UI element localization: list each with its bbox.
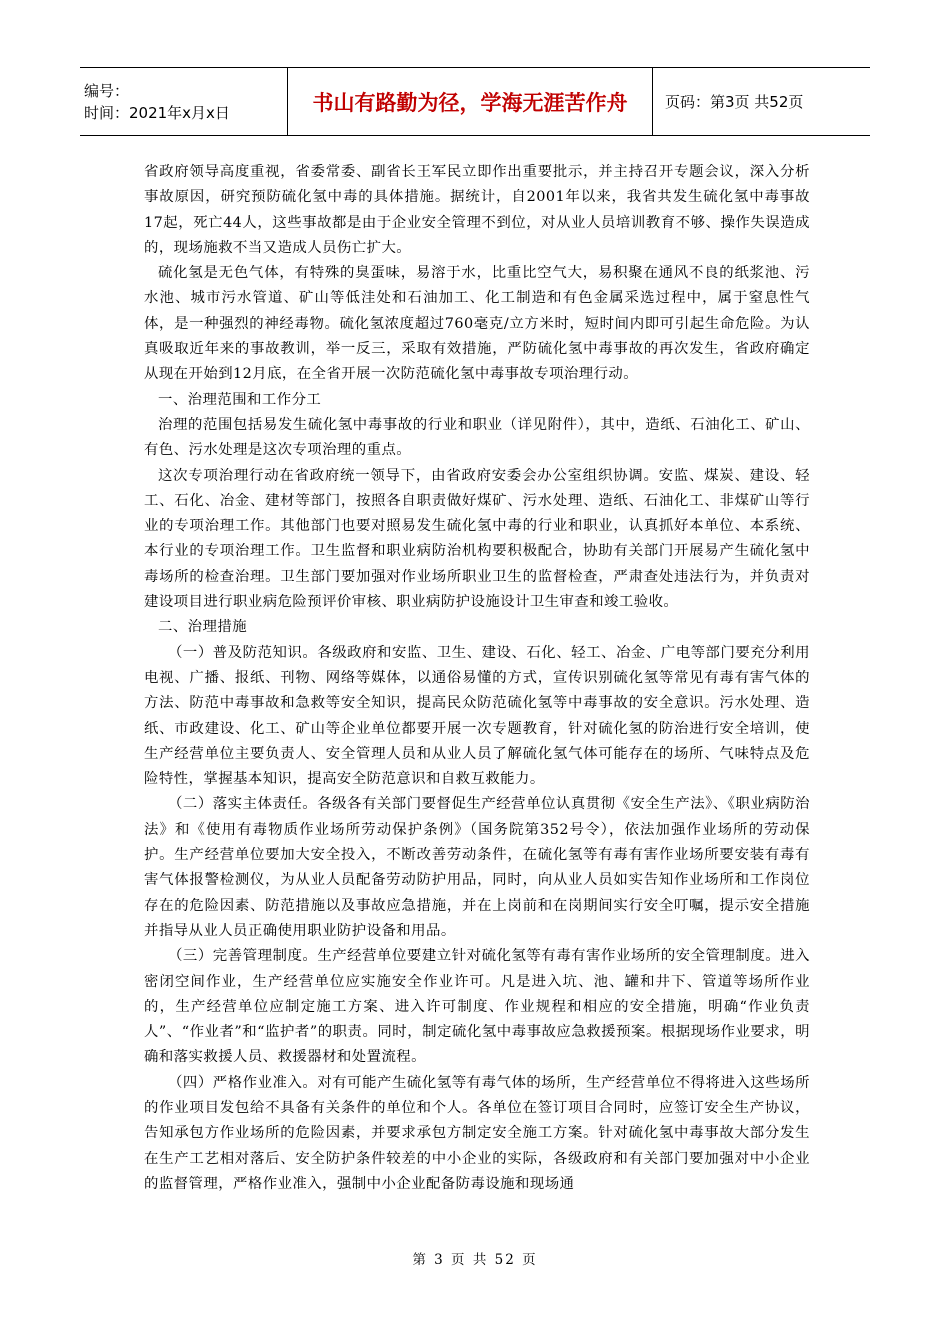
paragraph-intro: 省政府领导高度重视，省委常委、副省长王军民立即作出重要批示，并主持召开专题会议，深入分析事故原因，研究预防硫化氢中毒的具体措施。据统计，自2001年以来，我省共发生硫化氢中毒事故17起，死亡44人，这些事故都是由于企业安全管理不到位，对从业人员培训教育不够、操作失误造成的，现场施救不当又造成人员伤亡扩大。 bbox=[144, 164, 810, 256]
document-number-label: 编号： bbox=[84, 81, 130, 100]
section-heading-scope: 一、治理范围和工作分工 bbox=[158, 391, 322, 408]
header-motto: 书山有路勤为径，学海无涯苦作舟 bbox=[287, 68, 653, 135]
header-meta bbox=[80, 68, 287, 135]
header-page-number: 页码：第3页 共52页 bbox=[665, 93, 804, 111]
paragraph-measure-2: （二）落实主体责任。各级各有关部门要督促生产经营单位认真贯彻《安全生产法》、《职业病防治法》和《使用有毒物质作业场所劳动保护条例》（国务院第352号令），依法加强作业场所的劳动保护。生产经营单位要加大安全投入，不断改善劳动条件，在硫化氢等有毒有害作业场所要安装有毒有害气体报警检测仪，为从业人员配备劳动防护用品，同时，向从业人员如实告知作业场所和工作岗位存在的危险因素、防范措施以及事故应急措施，并在上岗前和在岗期间实行安全叮嘱，提示安全措施并指导从业人员正确使用职业防护设备和用品。 bbox=[144, 796, 810, 939]
paragraph-division-of-work: 这次专项治理行动在省政府统一领导下，由省政府安委会办公室组织协调。安监、煤炭、建设、轻工、石化、冶金、建材等部门，按照各自职责做好煤矿、污水处理、造纸、石油化工、非煤矿山等行业的专项治理工作。其他部门也要对照易发生硫化氢中毒的行业和职业，认真抓好本单位、本系统、本行业的专项治理工作。卫生监督和职业病防治机构要积极配合，协助有关部门开展易产生硫化氢中毒场所的检查治理。卫生部门要加强对作业场所职业卫生的监督检查，严肃查处违法行为，并负责对建设项目进行职业病危险预评价审核、职业病防护设施设计卫生审查和竣工验收。 bbox=[144, 467, 810, 611]
section-heading-measures: 二、治理措施 bbox=[158, 619, 248, 636]
document-body bbox=[144, 160, 810, 1197]
paragraph-h2s-description: 硫化氢是无色气体，有特殊的臭蛋味，易溶于水，比重比空气大，易积聚在通风不良的纸浆池、污水池、城市污水管道、矿山等低洼处和石油加工、化工制造和有色金属采选过程中，属于窒息性气体，是一种强烈的神经毒物。硫化氢浓度超过760毫克/立方米时，短时间内即可引起生命危险。为认真吸取近年来的事故教训，举一反三，采取有效措施，严防硫化氢中毒事故的再次发生，省政府确定从现在开始到12月底，在全省开展一次防范硫化氢中毒事故专项治理行动。 bbox=[144, 265, 810, 383]
document-date-label: 时间：2021年x月x日 bbox=[84, 103, 230, 122]
paragraph-scope: 治理的范围包括易发生硫化氢中毒事故的行业和职业（详见附件），其中，造纸、石油化工、矿山、有色、污水处理是这次专项治理的重点。 bbox=[144, 416, 810, 459]
page-footer: 第 3 页 共 52 页 bbox=[412, 1252, 538, 1268]
paragraph-measure-4: （四）严格作业准入。对有可能产生硫化氢等有毒气体的场所，生产经营单位不得将进入这些场所的作业项目发包给不具备有关条件的单位和个人。各单位在签订项目合同时，应签订安全生产协议，告知承包方作业场所的危险因素，并要求承包方制定安全施工方案。针对硫化氢中毒事故大部分发生在生产工艺相对落后、安全防护条件较差的中小企业的实际，各级政府和有关部门要加强对中小企业的监督管理，严格作业准入，强制中小企业配备防毒设施和现场通 bbox=[144, 1074, 810, 1192]
paragraph-measure-1: （一）普及防范知识。各级政府和安监、卫生、建设、石化、轻工、冶金、广电等部门要充分利用电视、广播、报纸、刊物、网络等媒体，以通俗易懂的方式，宣传识别硫化氢等常见有毒有害气体的方法、防范中毒事故和急救等安全知识，提高民众防范硫化氢等中毒事故的安全意识。污水处理、造纸、市政建设、化工、矿山等企业单位都要开展一次专题教育，针对硫化氢的防治进行安全培训，使生产经营单位主要负责人、安全管理人员和从业人员了解硫化氢气体可能存在的场所、气味特点及危险特性，掌握基本知识，提高安全防范意识和自救互救能力。 bbox=[144, 644, 810, 788]
page-header bbox=[80, 67, 870, 136]
paragraph-measure-3: （三）完善管理制度。生产经营单位要建立针对硫化氢等有毒有害作业场所的安全管理制度。进入密闭空间作业，生产经营单位应实施安全作业许可。凡是进入坑、池、罐和井下、管道等场所作业的，生产经营单位应制定施工方案、进入许可制度、作业规程和相应的安全措施，明确“作业负责人”、“作业者”和“监护者”的职责。同时，制定硫化氢中毒事故应急救援预案。根据现场作业要求，明确和落实救援人员、救援器材和处置流程。 bbox=[144, 948, 810, 1066]
